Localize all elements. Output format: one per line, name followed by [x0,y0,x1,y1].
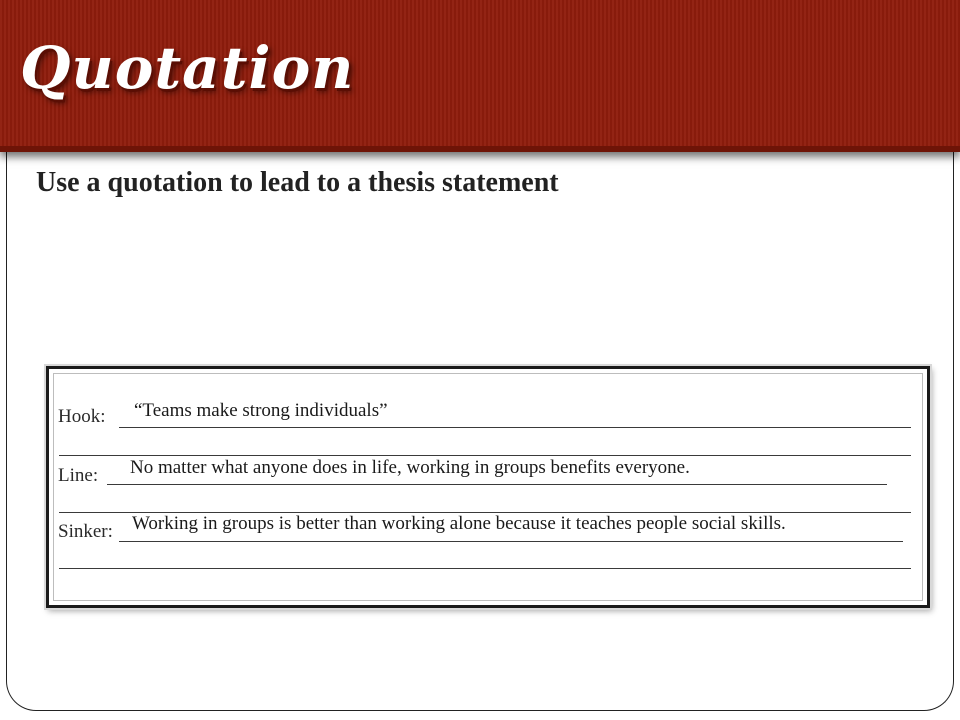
slide-subtitle: Use a quotation to lead to a thesis statement [36,167,559,198]
slide-title: Quotation [20,34,355,102]
hook-label: Hook: [58,406,106,427]
hook-line-sinker-box [46,366,930,608]
line-blank-line [107,484,887,485]
sinker-label: Sinker: [58,521,113,542]
title-banner [0,0,960,152]
line-answer: No matter what anyone does in life, working in groups benefits everyone. [130,457,690,478]
sinker-answer: Working in groups is better than working alone because it teaches people social skills. [132,513,786,534]
hook-blank-line [119,427,911,428]
sinker-blank-line [119,541,903,542]
hook-answer: “Teams make strong individuals” [134,400,388,421]
extra-blank-line-3 [59,568,911,569]
extra-blank-line-1 [59,455,911,456]
line-label: Line: [58,465,99,486]
